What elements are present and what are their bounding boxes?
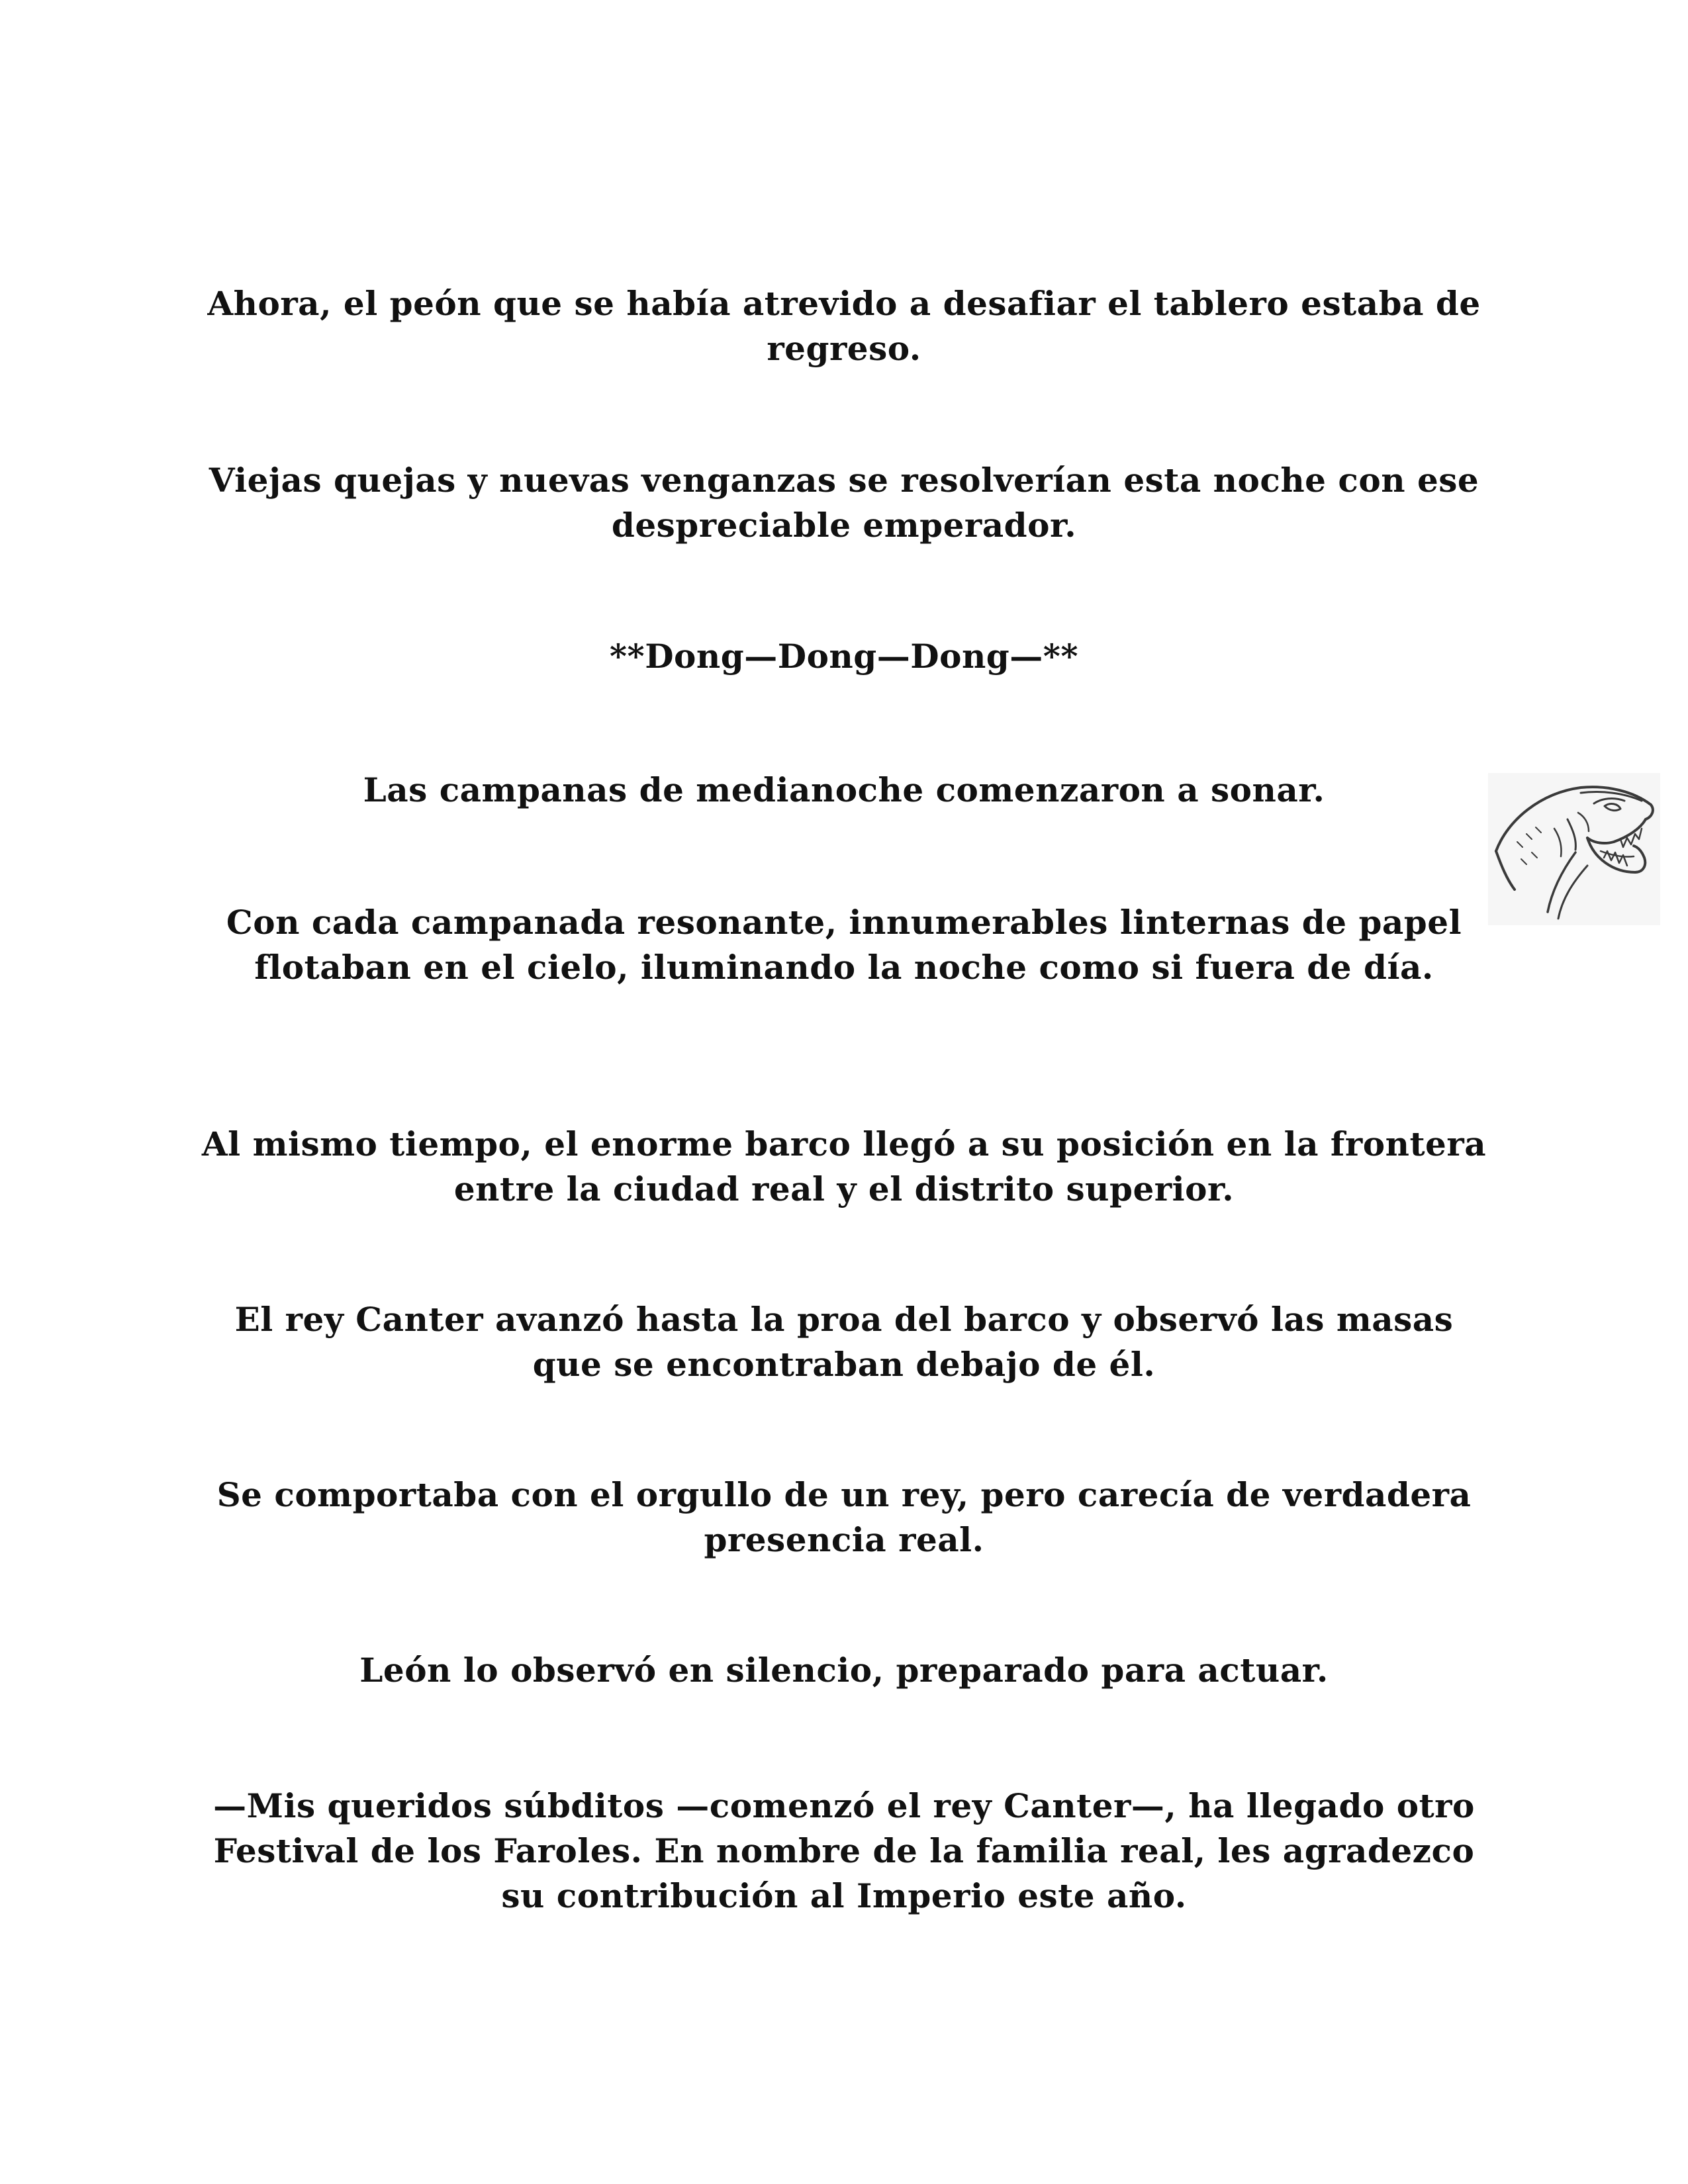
- paragraph-4: Las campanas de medianoche comenzaron a sonar.: [363, 770, 1325, 809]
- paragraph-3: **Dong—Dong—Dong—**: [609, 637, 1079, 676]
- paragraph-2: Viejas quejas y nuevas venganzas se resolverían esta noche con ese despreciable emperador.: [209, 461, 1479, 545]
- paragraph-6: Al mismo tiempo, el enorme barco llegó a su posición en la frontera entre la ciudad real y el distrito superior.: [201, 1124, 1487, 1208]
- dinosaur-head-icon: [1488, 773, 1660, 925]
- paragraph-9: León lo observó en silencio, preparado para actuar.: [359, 1651, 1329, 1690]
- paragraph-7: El rey Canter avanzó hasta la proa del barco y observó las masas que se encontraban debajo de él.: [234, 1300, 1454, 1384]
- paragraph-10: —Mis queridos súbditos —comenzó el rey Canter—, ha llegado otro Festival de los Faroles. En nombre de la familia real, les agradezco su contribución al Imperio este año.: [213, 1786, 1475, 1915]
- paragraph-5: Con cada campanada resonante, innumerables linternas de papel flotaban en el cielo, iluminando la noche como si fuera de día.: [226, 903, 1462, 987]
- paragraph-1: Ahora, el peón que se había atrevido a desafiar el tablero estaba de regreso.: [207, 284, 1481, 368]
- paragraph-8: Se comportaba con el orgullo de un rey, pero carecía de verdadera presencia real.: [216, 1475, 1472, 1559]
